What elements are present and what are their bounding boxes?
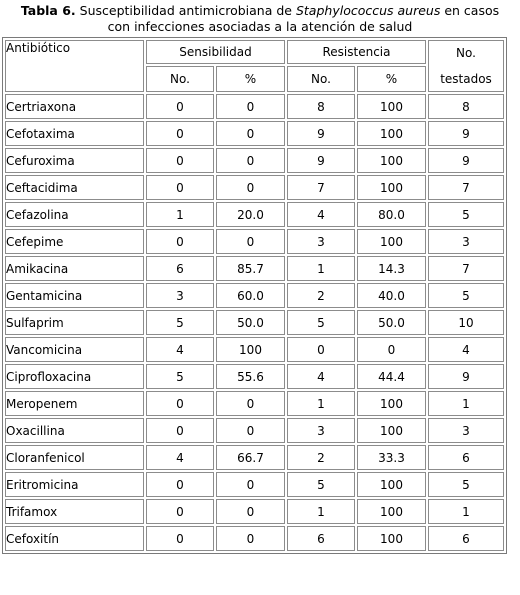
cell-sens-pct: 0 bbox=[216, 229, 285, 254]
cell-res-no: 4 bbox=[287, 202, 355, 227]
cell-tested: 6 bbox=[428, 526, 504, 551]
cell-sens-no: 3 bbox=[146, 283, 214, 308]
cell-antibiotic: Cefotaxima bbox=[5, 121, 144, 146]
cell-antibiotic: Meropenem bbox=[5, 391, 144, 416]
caption-organism: Staphylococcus aureus bbox=[295, 3, 441, 18]
cell-sens-pct: 0 bbox=[216, 499, 285, 524]
cell-antibiotic: Oxacillina bbox=[5, 418, 144, 443]
cell-res-pct: 100 bbox=[357, 499, 426, 524]
cell-tested: 9 bbox=[428, 148, 504, 173]
table-row bbox=[5, 418, 504, 443]
cell-tested: 5 bbox=[428, 202, 504, 227]
header-antibiotic: Antibiótico bbox=[5, 40, 144, 92]
table-row bbox=[5, 391, 504, 416]
cell-res-pct: 100 bbox=[357, 418, 426, 443]
table-row bbox=[5, 310, 504, 335]
caption-text-before: Susceptibilidad antimicrobiana de bbox=[75, 3, 296, 18]
cell-sens-pct: 100 bbox=[216, 337, 285, 362]
cell-sens-no: 4 bbox=[146, 445, 214, 470]
cell-tested: 4 bbox=[428, 337, 504, 362]
cell-antibiotic: Amikacina bbox=[5, 256, 144, 281]
cell-res-no: 5 bbox=[287, 472, 355, 497]
cell-sens-pct: 0 bbox=[216, 472, 285, 497]
cell-antibiotic: Ceftacidima bbox=[5, 175, 144, 200]
header-row-top bbox=[5, 40, 504, 64]
cell-sens-no: 0 bbox=[146, 472, 214, 497]
cell-res-pct: 33.3 bbox=[357, 445, 426, 470]
cell-tested: 9 bbox=[428, 121, 504, 146]
cell-antibiotic: Vancomicina bbox=[5, 337, 144, 362]
cell-sens-no: 1 bbox=[146, 202, 214, 227]
table-row bbox=[5, 337, 504, 362]
table-row bbox=[5, 472, 504, 497]
table-row bbox=[5, 175, 504, 200]
table-row bbox=[5, 229, 504, 254]
cell-res-pct: 40.0 bbox=[357, 283, 426, 308]
table-row bbox=[5, 148, 504, 173]
cell-res-pct: 80.0 bbox=[357, 202, 426, 227]
cell-res-pct: 100 bbox=[357, 175, 426, 200]
cell-sens-pct: 0 bbox=[216, 526, 285, 551]
cell-antibiotic: Cloranfenicol bbox=[5, 445, 144, 470]
cell-sens-no: 0 bbox=[146, 391, 214, 416]
cell-tested: 6 bbox=[428, 445, 504, 470]
cell-sens-no: 6 bbox=[146, 256, 214, 281]
table-row bbox=[5, 121, 504, 146]
table-body bbox=[5, 94, 504, 551]
header-no-testados-line2: testados bbox=[440, 72, 492, 86]
cell-sens-no: 0 bbox=[146, 94, 214, 119]
cell-res-pct: 0 bbox=[357, 337, 426, 362]
cell-res-no: 9 bbox=[287, 148, 355, 173]
table-row bbox=[5, 364, 504, 389]
table-row bbox=[5, 94, 504, 119]
cell-antibiotic: Certriaxona bbox=[5, 94, 144, 119]
header-res-no: No. bbox=[287, 66, 355, 92]
cell-sens-no: 0 bbox=[146, 418, 214, 443]
cell-tested: 8 bbox=[428, 94, 504, 119]
cell-res-pct: 100 bbox=[357, 526, 426, 551]
cell-res-pct: 100 bbox=[357, 472, 426, 497]
cell-res-no: 2 bbox=[287, 283, 355, 308]
cell-antibiotic: Trifamox bbox=[5, 499, 144, 524]
header-sens-pct: % bbox=[216, 66, 285, 92]
cell-sens-no: 4 bbox=[146, 337, 214, 362]
cell-sens-pct: 20.0 bbox=[216, 202, 285, 227]
cell-antibiotic: Cefepime bbox=[5, 229, 144, 254]
cell-sens-no: 0 bbox=[146, 121, 214, 146]
cell-tested: 7 bbox=[428, 256, 504, 281]
cell-tested: 10 bbox=[428, 310, 504, 335]
cell-res-no: 1 bbox=[287, 499, 355, 524]
cell-res-no: 1 bbox=[287, 391, 355, 416]
cell-antibiotic: Gentamicina bbox=[5, 283, 144, 308]
caption-text-after: en casos bbox=[440, 3, 500, 18]
susceptibility-table bbox=[2, 37, 507, 554]
cell-tested: 9 bbox=[428, 364, 504, 389]
cell-tested: 7 bbox=[428, 175, 504, 200]
cell-antibiotic: Ciprofloxacina bbox=[5, 364, 144, 389]
header-sens-no: No. bbox=[146, 66, 214, 92]
cell-res-pct: 50.0 bbox=[357, 310, 426, 335]
cell-sens-pct: 0 bbox=[216, 94, 285, 119]
cell-res-pct: 100 bbox=[357, 229, 426, 254]
table-row bbox=[5, 256, 504, 281]
cell-tested: 3 bbox=[428, 418, 504, 443]
header-resistencia: Resistencia bbox=[287, 40, 426, 64]
table-row bbox=[5, 283, 504, 308]
cell-sens-pct: 0 bbox=[216, 418, 285, 443]
cell-sens-pct: 0 bbox=[216, 121, 285, 146]
cell-res-no: 9 bbox=[287, 121, 355, 146]
table-row bbox=[5, 526, 504, 551]
cell-sens-no: 5 bbox=[146, 364, 214, 389]
cell-sens-no: 0 bbox=[146, 148, 214, 173]
cell-sens-pct: 66.7 bbox=[216, 445, 285, 470]
cell-res-pct: 100 bbox=[357, 148, 426, 173]
caption-line-1 bbox=[0, 3, 520, 19]
header-no-testados-line1: No. bbox=[456, 46, 476, 60]
table-row bbox=[5, 499, 504, 524]
cell-res-pct: 100 bbox=[357, 94, 426, 119]
cell-sens-no: 5 bbox=[146, 310, 214, 335]
cell-sens-pct: 0 bbox=[216, 148, 285, 173]
cell-sens-pct: 0 bbox=[216, 391, 285, 416]
caption-line-2: con infecciones asociadas a la atención de salud bbox=[107, 19, 413, 34]
caption-label: Tabla 6. bbox=[20, 3, 76, 18]
cell-sens-pct: 60.0 bbox=[216, 283, 285, 308]
header-sensibilidad: Sensibilidad bbox=[146, 40, 285, 64]
cell-res-no: 8 bbox=[287, 94, 355, 119]
cell-tested: 1 bbox=[428, 391, 504, 416]
cell-antibiotic: Sulfaprim bbox=[5, 310, 144, 335]
cell-res-pct: 100 bbox=[357, 121, 426, 146]
cell-res-pct: 44.4 bbox=[357, 364, 426, 389]
cell-res-no: 3 bbox=[287, 229, 355, 254]
cell-sens-pct: 50.0 bbox=[216, 310, 285, 335]
cell-res-no: 6 bbox=[287, 526, 355, 551]
table-caption bbox=[0, 0, 520, 34]
cell-antibiotic: Cefazolina bbox=[5, 202, 144, 227]
cell-sens-no: 0 bbox=[146, 229, 214, 254]
cell-sens-no: 0 bbox=[146, 526, 214, 551]
cell-res-no: 3 bbox=[287, 418, 355, 443]
cell-tested: 5 bbox=[428, 283, 504, 308]
cell-antibiotic: Cefuroxima bbox=[5, 148, 144, 173]
cell-sens-no: 0 bbox=[146, 175, 214, 200]
cell-res-no: 4 bbox=[287, 364, 355, 389]
cell-res-no: 2 bbox=[287, 445, 355, 470]
header-res-pct: % bbox=[357, 66, 426, 92]
cell-res-pct: 14.3 bbox=[357, 256, 426, 281]
cell-tested: 1 bbox=[428, 499, 504, 524]
cell-antibiotic: Cefoxitín bbox=[5, 526, 144, 551]
cell-res-no: 5 bbox=[287, 310, 355, 335]
cell-sens-pct: 55.6 bbox=[216, 364, 285, 389]
cell-res-no: 0 bbox=[287, 337, 355, 362]
cell-tested: 5 bbox=[428, 472, 504, 497]
cell-res-pct: 100 bbox=[357, 391, 426, 416]
cell-res-no: 7 bbox=[287, 175, 355, 200]
table-row bbox=[5, 445, 504, 470]
cell-sens-pct: 0 bbox=[216, 175, 285, 200]
cell-antibiotic: Eritromicina bbox=[5, 472, 144, 497]
cell-sens-pct: 85.7 bbox=[216, 256, 285, 281]
cell-res-no: 1 bbox=[287, 256, 355, 281]
cell-tested: 3 bbox=[428, 229, 504, 254]
header-no-testados bbox=[428, 40, 504, 92]
table-row bbox=[5, 202, 504, 227]
cell-sens-no: 0 bbox=[146, 499, 214, 524]
